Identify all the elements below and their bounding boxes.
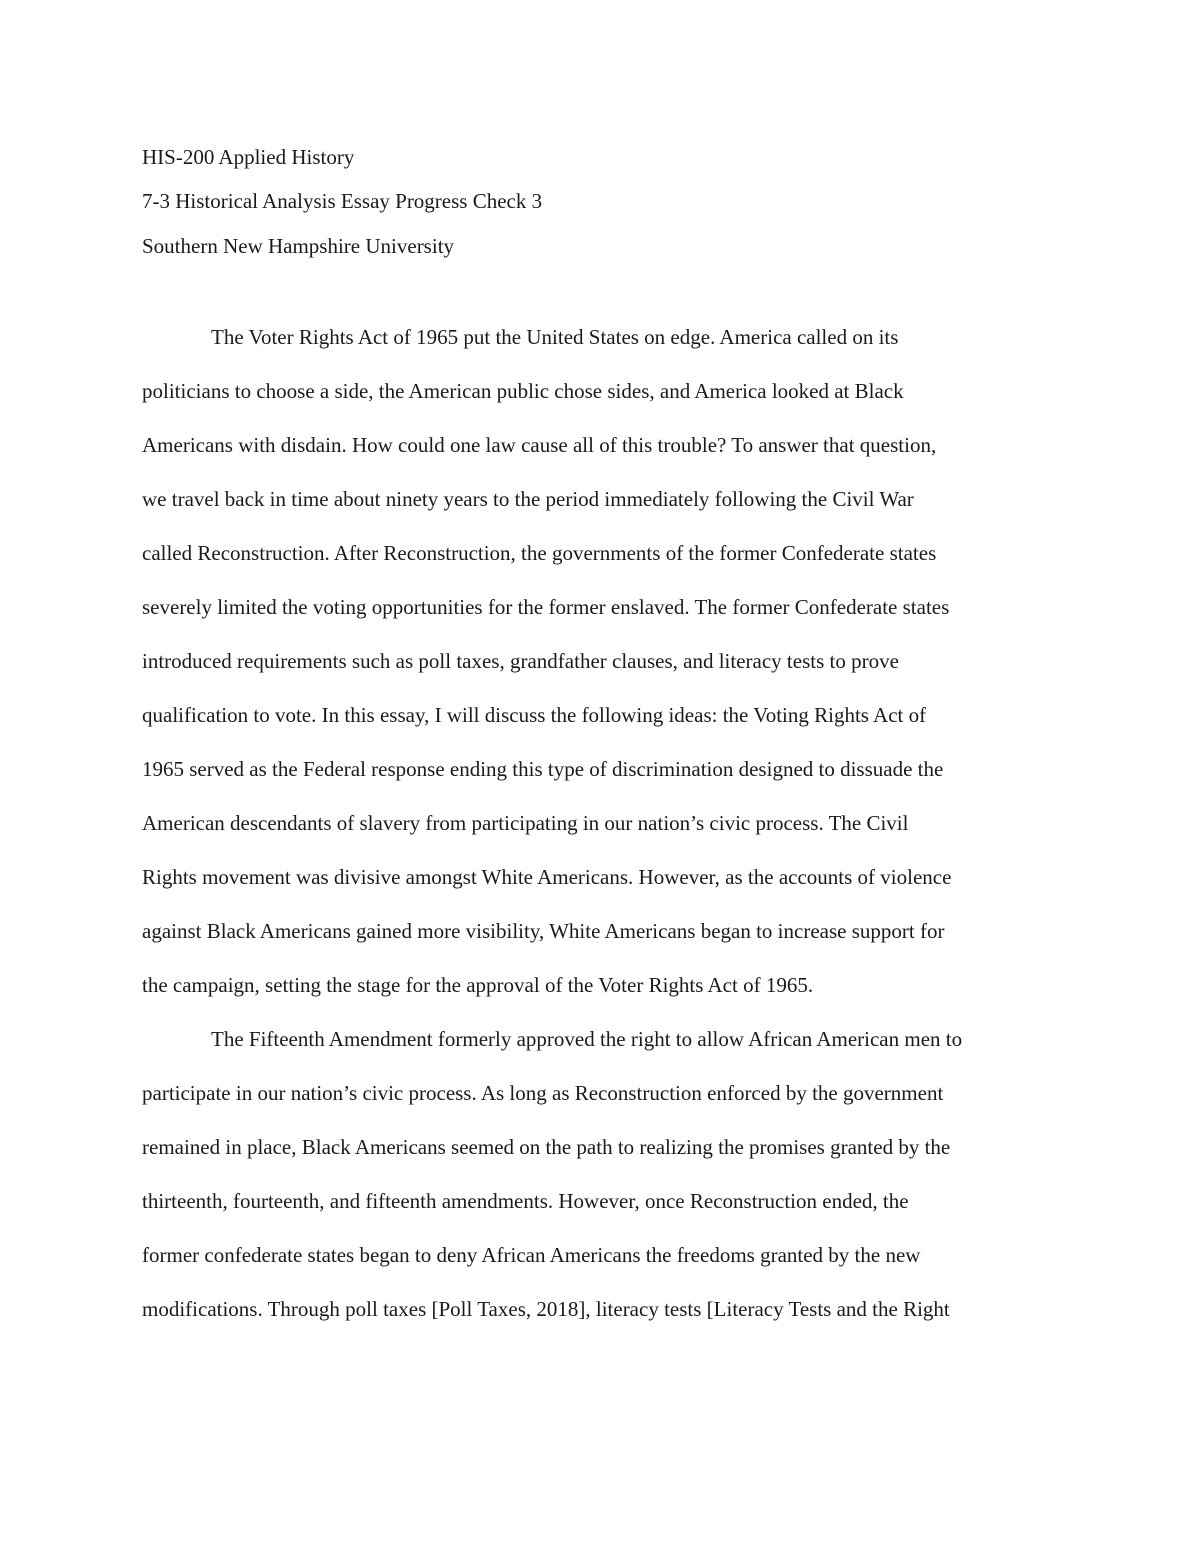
paragraph-line: we travel back in time about ninety years to the period immediately following the Civil War: [142, 487, 914, 511]
paragraph-line: politicians to choose a side, the American public chose sides, and America looked at Black: [142, 379, 904, 403]
paragraph-line: called Reconstruction. After Reconstruction, the governments of the former Confederate states: [142, 541, 937, 565]
assignment-title: 7-3 Historical Analysis Essay Progress Check 3: [142, 189, 543, 213]
paragraph-line: the campaign, setting the stage for the approval of the Voter Rights Act of 1965.: [142, 973, 814, 997]
paragraph-line: thirteenth, fourteenth, and fifteenth amendments. However, once Reconstruction ended, the: [142, 1189, 909, 1213]
paragraph-line: remained in place, Black Americans seemed on the path to realizing the promises granted by the: [142, 1135, 951, 1159]
paragraph-line: modifications. Through poll taxes [Poll Taxes, 2018], literacy tests [Literacy Tests and the Right: [142, 1297, 950, 1321]
paragraph-line: Rights movement was divisive amongst White Americans. However, as the accounts of violence: [142, 865, 952, 889]
paragraph-line: 1965 served as the Federal response ending this type of discrimination designed to dissuade the: [142, 757, 944, 781]
paragraph-line: American descendants of slavery from participating in our nation’s civic process. The Civil: [142, 811, 909, 835]
paragraph-line: former confederate states began to deny African Americans the freedoms granted by the new: [142, 1243, 921, 1267]
paragraph-line: introduced requirements such as poll taxes, grandfather clauses, and literacy tests to prove: [142, 649, 899, 673]
course-title: HIS-200 Applied History: [142, 145, 355, 169]
paragraph-line: severely limited the voting opportunities for the former enslaved. The former Confederate states: [142, 595, 950, 619]
paragraph-line: The Fifteenth Amendment formerly approved the right to allow African American men to: [211, 1027, 963, 1051]
institution-name: Southern New Hampshire University: [142, 234, 455, 258]
paragraph-line: qualification to vote. In this essay, I will discuss the following ideas: the Voting Rights Act of: [142, 703, 927, 727]
paragraph-line: participate in our nation’s civic process. As long as Reconstruction enforced by the government: [142, 1081, 944, 1105]
paragraph-line: against Black Americans gained more visibility, White Americans began to increase support for: [142, 919, 945, 943]
paragraph-line: Americans with disdain. How could one law cause all of this trouble? To answer that question,: [142, 433, 937, 457]
paragraph-line: The Voter Rights Act of 1965 put the United States on edge. America called on its: [211, 325, 899, 349]
